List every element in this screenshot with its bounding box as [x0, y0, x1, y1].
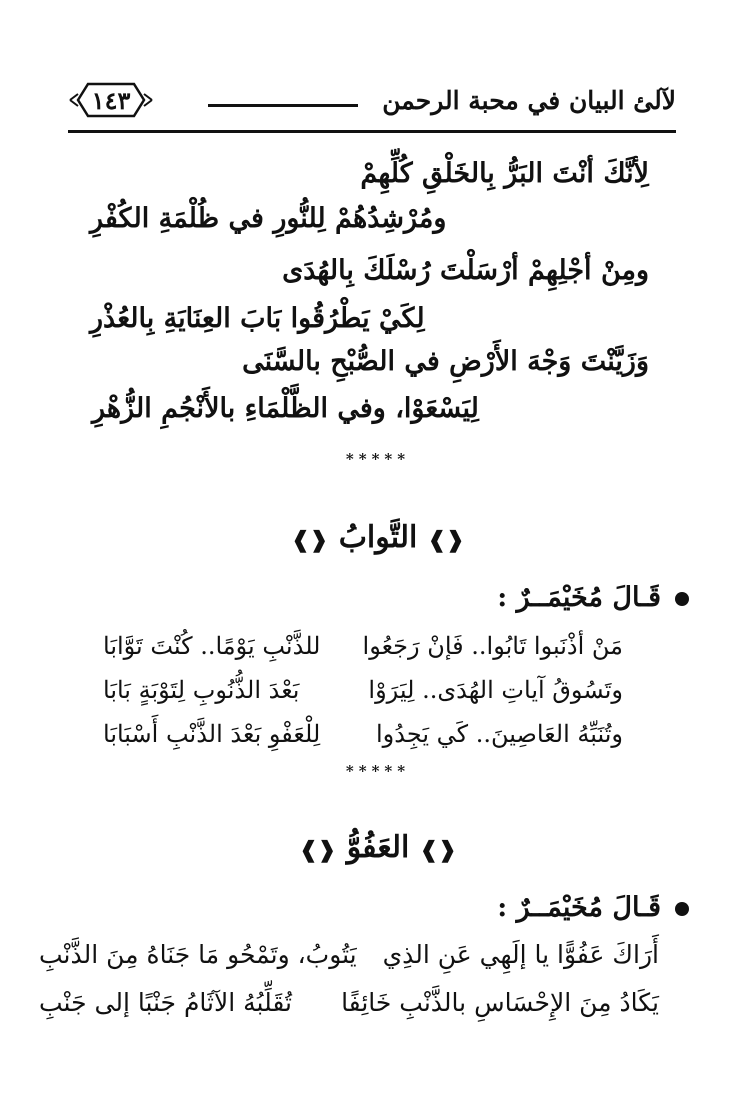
poem-line: ومِنْ أجْلِهِمْ أرْسَلْتَ رُسْلَكَ بِالهُدَى [282, 255, 649, 286]
section-heading-text: العَفُوُّ [346, 830, 410, 865]
poem-line: لِكَيْ يَطْرُقُوا بَابَ العِنَايَةِ بِالعُذْرِ [90, 303, 425, 334]
verse-first-hemistich: يَكَادُ مِنَ الإِحْسَاسِ بالذَّنْبِ خَائِفًا [341, 988, 659, 1017]
page-header [68, 78, 676, 134]
ornament-left-icon: ❰❱ [419, 837, 457, 863]
verse-second-hemistich: تُقَلِّبُهُ الآثَامُ جَنْبًا إلى جَنْبِ [39, 988, 292, 1017]
poem-line: لِأنَّكَ أنْتَ البَرُّ بِالخَلْقِ كُلِّهِمْ [360, 158, 649, 189]
verse [103, 676, 623, 716]
verse-first-hemistich: وتُنَبِّهُ العَاصِينَ.. كَي يَجِدُوا [376, 720, 623, 748]
verse-second-hemistich: للذَّنْبِ يَوْمًا.. كُنْتَ تَوَّابَا [103, 632, 321, 660]
ornament-right-icon: ❰❱ [299, 837, 337, 863]
verse-second-hemistich: يَتُوبُ، وتَمْحُو مَا جَنَاهُ مِنَ الذَّنْبِ [39, 940, 357, 969]
bullet-icon [675, 902, 689, 916]
verse-second-hemistich: لِلْعَفْوِ بَعْدَ الذَّنْبِ أَسْبَابَا [103, 720, 321, 748]
verse [103, 720, 623, 760]
section-heading [268, 520, 488, 555]
header-dash [208, 104, 358, 107]
ornament-right-icon: ❰❱ [291, 527, 329, 553]
verse [39, 988, 659, 1028]
verse [103, 632, 623, 672]
section-separator: ***** [345, 450, 411, 468]
section-separator: ***** [345, 762, 411, 780]
section-heading-text: التَّوابُ [338, 520, 418, 555]
verse-first-hemistich: أَرَاكَ عَفُوًّا يا إلَهِي عَنِ الذِي [382, 940, 659, 969]
ornament-left-icon: ❰❱ [427, 527, 465, 553]
bullet-icon [675, 592, 689, 606]
page-number-badge [68, 80, 154, 120]
speaker-line [497, 892, 689, 923]
poem-line: ومُرْشِدُهُمْ لِلنُّورِ في ظُلْمَةِ الكُفْرِ [90, 203, 447, 234]
speaker-text: قَـالَ مُخَيْمَــرٌ : [497, 892, 661, 923]
page-number: ١٤٣ [91, 85, 131, 115]
header-rule [68, 130, 676, 133]
verse-first-hemistich: وتَسُوقُ آياتِ الهُدَى.. لِيَرَوْا [368, 676, 623, 704]
speaker-text: قَـالَ مُخَيْمَــرٌ : [497, 582, 661, 613]
section-heading [268, 830, 488, 865]
poem-line: لِيَسْعَوْا، وفي الظَّلْمَاءِ بالأَنْجُمِ الزُّهْرِ [92, 393, 479, 424]
running-title: لآلئ البيان في محبة الرحمن [382, 86, 676, 115]
verse-first-hemistich: مَنْ أذْنَبوا تَابُوا.. فَإنْ رَجَعُوا [362, 632, 623, 660]
verse-second-hemistich: بَعْدَ الذُّنُوبِ لِتَوْبَةٍ بَابَا [103, 676, 300, 704]
speaker-line [497, 582, 689, 613]
poem-line: وَزَيَّنْتَ وَجْهَ الأَرْضِ في الصُّبْحِ بالسَّنَى [242, 346, 649, 377]
verse [39, 940, 659, 980]
